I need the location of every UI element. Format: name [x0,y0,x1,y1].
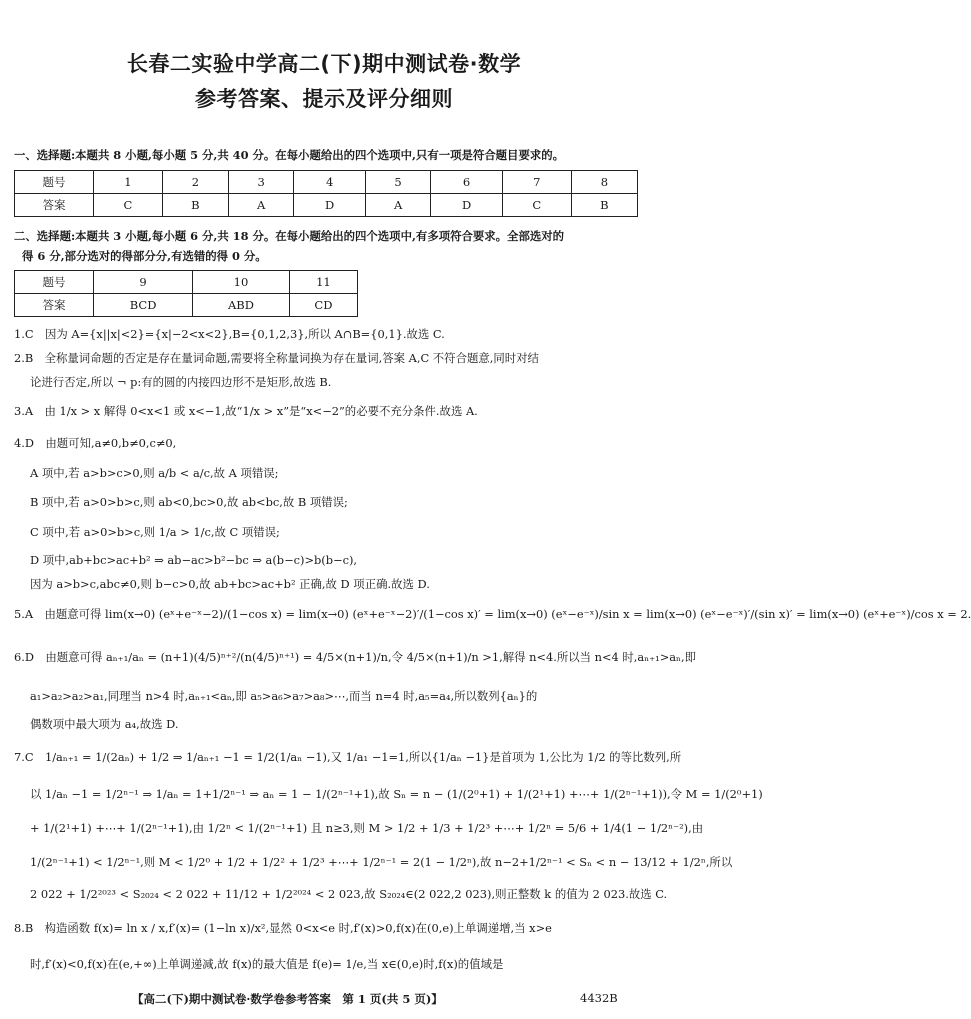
solution-line: 2 022 + 1/2²⁰²³ < S₂₀₂₄ < 2 022 + 11/12 + 1/2²⁰²⁴ < 2 023,故 S₂₀₂₄∈(2 022,2 023),则正整数 k 的值为 2 023.故选 C. [30,887,668,901]
solution-line: 论进行否定,所以 ¬ p:有的圆的内接四边形不是矩形,故选 B. [30,375,332,389]
solution-line: 1/(2ⁿ⁻¹+1) < 1/2ⁿ⁻¹,则 M < 1/2⁰ + 1/2 + 1/2² + 1/2³ +⋯+ 1/2ⁿ⁻¹ = 2(1 − 1/2ⁿ),故 n−2+1/2ⁿ⁻¹ < Sₙ < n − 13/12 + 1/2ⁿ,所以 [30,855,733,869]
table-cell: 2 [162,171,228,194]
solution-line: A 项中,若 a>b>c>0,则 a/b < a/c,故 A 项错误; [30,466,279,480]
table-cell: C [94,194,163,217]
table-row [15,194,638,217]
solution-line: 7.C 1/aₙ₊₁ = 1/(2aₙ) + 1/2 ⇒ 1/aₙ₊₁ −1 = 1/2(1/aₙ −1),又 1/a₁ −1=1,所以{1/aₙ −1}是首项为 1,公比为 1/2 的等比数列,所 [14,750,682,764]
solution-line: 8.B 构造函数 f(x)= ln x / x,f′(x)= (1−ln x)/x²,显然 0<x<e 时,f′(x)>0,f(x)在(0,e)上单调递增,当 x>e [14,921,552,935]
table-cell: A [365,194,430,217]
section-2-line: 二、选择题:本题共 3 小题,每小题 6 分,共 18 分。在每小题给出的四个选项中,有多项符合要求。全部选对的 [14,229,565,243]
footer-code: 4432B [580,991,618,1005]
table-cell: 1 [94,171,163,194]
solution-line: 时,f′(x)<0,f(x)在(e,+∞)上单调递减,故 f(x)的最大值是 f(e)= 1/e,当 x∈(0,e)时,f(x)的值域是 [30,957,504,971]
document-subtitle: 参考答案、提示及评分细则 [195,87,453,111]
table-cell: D [431,194,503,217]
section-2-line: 得 6 分,部分选对的得部分分,有选错的得 0 分。 [22,249,267,263]
table-cell: B [571,194,637,217]
solution-line: 因为 a>b>c,abc≠0,则 b−c>0,故 ab+bc>ac+b² 正确,故 D 项正确.故选 D. [30,577,430,591]
footer-page-info: 【高二(下)期中测试卷·数学卷参考答案 第 1 页(共 5 页)】 [132,992,443,1006]
table-row [15,294,358,317]
table-row [15,271,358,294]
section-2-header [14,226,636,266]
table-cell: 4 [294,171,366,194]
solution-line: D 项中,ab+bc>ac+b² ⇒ ab−ac>b²−bc ⇒ a(b−c)>b(b−c), [30,553,358,567]
table-cell: 题号 [15,171,94,194]
table-cell: 6 [431,171,503,194]
table-cell: 题号 [15,271,94,294]
table-row [15,171,638,194]
solutions-body [14,322,971,981]
solution-line: 5.A 由题意可得 lim(x→0) (eˣ+e⁻ˣ−2)/(1−cos x) = lim(x→0) (eˣ+e⁻ˣ−2)′/(1−cos x)′ = lim(x→0) (eˣ−e⁻ˣ)/sin x = lim(x→0) (eˣ−e⁻ˣ)′/(sin x)′ = lim(x→0) (eˣ+e⁻ˣ)/cos x = 2. [14,607,971,621]
table-cell: 5 [365,171,430,194]
solution-line: B 项中,若 a>0>b>c,则 ab<0,bc>0,故 ab<bc,故 B 项错误; [30,495,348,509]
solution-line: + 1/(2¹+1) +⋯+ 1/(2ⁿ⁻¹+1),由 1/2ⁿ < 1/(2ⁿ⁻¹+1) 且 n≥3,则 M > 1/2 + 1/3 + 1/2³ +⋯+ 1/2ⁿ = 5/6 + 1/4(1 − 1/2ⁿ⁻²),由 [30,821,704,835]
answer-table-1 [14,170,638,217]
table-cell: C [502,194,571,217]
table-cell: BCD [94,294,193,317]
answer-table-2 [14,270,358,317]
table-cell: 7 [502,171,571,194]
solution-line: 1.C 因为 A={x||x|<2}={x|−2<x<2},B={0,1,2,3},所以 A∩B={0,1}.故选 C. [14,327,445,341]
solution-line: 2.B 全称量词命题的否定是存在量词命题,需要将全称量词换为存在量词,答案 A,C 不符合题意,同时对结 [14,351,539,365]
solution-line: 4.D 由题可知,a≠0,b≠0,c≠0, [14,436,177,450]
table-cell: A [229,194,294,217]
document-title: 长春二实验中学高二(下)期中测试卷·数学 [126,52,522,76]
table-cell: 答案 [15,294,94,317]
table-cell: ABD [193,294,290,317]
section-1-header: 一、选择题:本题共 8 小题,每小题 5 分,共 40 分。在每小题给出的四个选项中,只有一项是符合题目要求的。 [14,148,565,162]
table-cell: 9 [94,271,193,294]
table-cell: 答案 [15,194,94,217]
table-cell: CD [289,294,357,317]
solution-line: 6.D 由题意可得 aₙ₊₁/aₙ = (n+1)(4/5)ⁿ⁺²/(n(4/5)ⁿ⁺¹) = 4/5×(n+1)/n,令 4/5×(n+1)/n >1,解得 n<4.所以当 n<4 时,aₙ₊₁>aₙ,即 [14,650,696,664]
solution-line: 偶数项中最大项为 a₄,故选 D. [30,717,179,731]
table-cell: 8 [571,171,637,194]
solution-line: a₁>a₂>a₂>a₁,同理当 n>4 时,aₙ₊₁<aₙ,即 a₅>a₆>a₇>a₈>⋯,而当 n=4 时,a₅=a₄,所以数列{aₙ}的 [30,689,538,703]
solution-line: 以 1/aₙ −1 = 1/2ⁿ⁻¹ ⇒ 1/aₙ = 1+1/2ⁿ⁻¹ ⇒ aₙ = 1 − 1/(2ⁿ⁻¹+1),故 Sₙ = n − (1/(2⁰+1) + 1/(2¹+1) +⋯+ 1/(2ⁿ⁻¹+1)),令 M = 1/(2⁰+1) [30,787,763,801]
table-cell: D [294,194,366,217]
solution-line: C 项中,若 a>0>b>c,则 1/a > 1/c,故 C 项错误; [30,525,280,539]
table-cell: 10 [193,271,290,294]
solution-line: 3.A 由 1/x > x 解得 0<x<1 或 x<−1,故“1/x > x”是“x<−2”的必要不充分条件.故选 A. [14,404,478,418]
table-cell: 11 [289,271,357,294]
table-cell: B [162,194,228,217]
table-cell: 3 [229,171,294,194]
